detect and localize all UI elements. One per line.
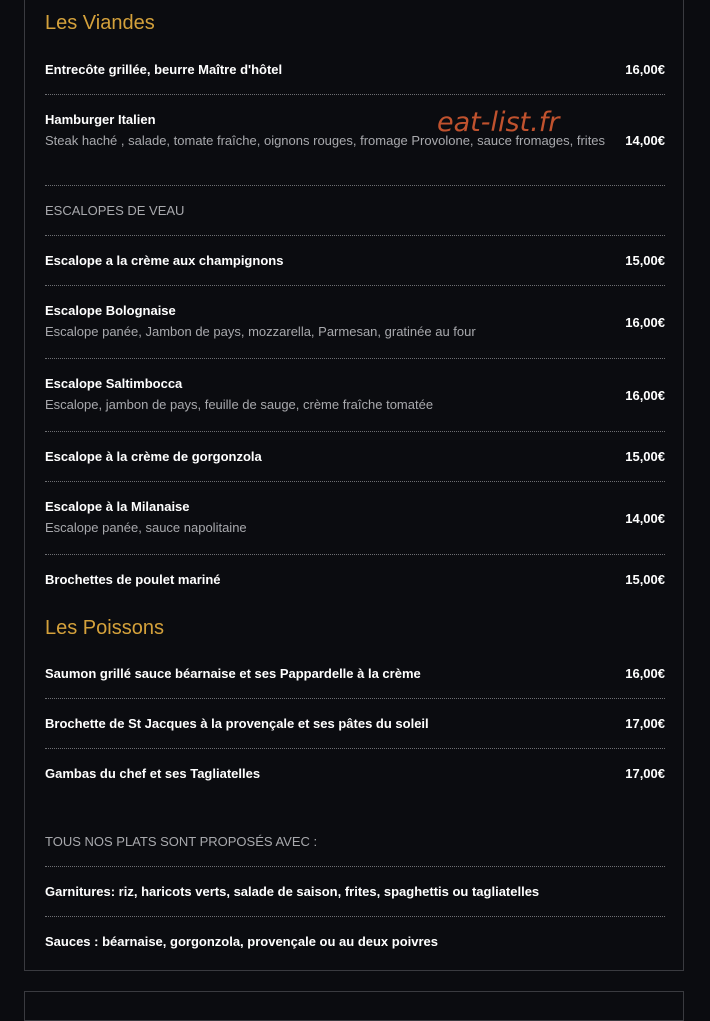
separator — [45, 94, 665, 95]
section-title-poissons: Les Poissons — [45, 617, 164, 639]
accompagnements-heading: TOUS NOS PLATS SONT PROPOSÉS AVEC : — [45, 834, 318, 849]
item-name: Escalope a la crème aux champignons — [45, 253, 284, 268]
next-panel — [24, 991, 684, 1021]
separator — [45, 481, 665, 482]
separator — [45, 235, 665, 236]
section-title-viandes: Les Viandes — [45, 12, 155, 34]
separator — [45, 698, 665, 699]
menu-item — [45, 499, 665, 537]
item-name: Escalope à la crème de gorgonzola — [45, 449, 262, 464]
separator — [45, 358, 665, 359]
menu-item — [45, 449, 665, 464]
item-price: 17,00€ — [625, 716, 665, 731]
watermark: eat-list.fr — [437, 107, 560, 138]
item-price: 15,00€ — [625, 449, 665, 464]
menu-item — [45, 716, 665, 731]
sauces-note: Sauces : béarnaise, gorgonzola, provençale ou au deux poivres — [45, 934, 439, 949]
garnitures-note: Garnitures: riz, haricots verts, salade de saison, frites, spaghettis ou tagliatelles — [45, 884, 540, 899]
menu-item — [45, 62, 665, 77]
item-description: Escalope, jambon de pays, feuille de sauge, crème fraîche tomatée — [45, 397, 434, 412]
separator — [45, 866, 665, 867]
separator — [45, 748, 665, 749]
escalopes-heading: ESCALOPES DE VEAU — [45, 203, 185, 218]
item-name: Saumon grillé sauce béarnaise et ses Pappardelle à la crème — [45, 666, 421, 681]
item-name: Gambas du chef et ses Tagliatelles — [45, 766, 261, 781]
menu-item — [45, 253, 665, 268]
item-price: 16,00€ — [625, 62, 665, 77]
item-price: 14,00€ — [625, 511, 665, 526]
item-description: Steak haché , salade, tomate fraîche, oignons rouges, fromage Provolone, sauce fromages, frites — [45, 133, 606, 148]
menu-item — [45, 572, 665, 587]
menu-item — [45, 112, 665, 150]
item-name: Brochette de St Jacques à la provençale et ses pâtes du soleil — [45, 716, 429, 731]
item-price: 17,00€ — [625, 766, 665, 781]
item-name: Entrecôte grillée, beurre Maître d'hôtel — [45, 62, 283, 77]
menu-item — [45, 303, 665, 341]
item-name: Escalope à la Milanaise — [45, 499, 190, 514]
item-price: 15,00€ — [625, 253, 665, 268]
item-price: 16,00€ — [625, 666, 665, 681]
item-name: Brochettes de poulet mariné — [45, 572, 221, 587]
separator — [45, 185, 665, 186]
item-price: 16,00€ — [625, 315, 665, 330]
menu-item — [45, 666, 665, 681]
menu-item — [45, 376, 665, 414]
item-price: 14,00€ — [625, 133, 665, 148]
item-name: Escalope Saltimbocca — [45, 376, 183, 391]
item-description: Escalope panée, sauce napolitaine — [45, 520, 247, 535]
item-name: Escalope Bolognaise — [45, 303, 176, 318]
item-description: Escalope panée, Jambon de pays, mozzarella, Parmesan, gratinée au four — [45, 324, 476, 339]
separator — [45, 285, 665, 286]
separator — [45, 916, 665, 917]
item-price: 16,00€ — [625, 388, 665, 403]
item-price: 15,00€ — [625, 572, 665, 587]
item-name: Hamburger Italien — [45, 112, 156, 127]
separator — [45, 431, 665, 432]
separator — [45, 554, 665, 555]
menu-item — [45, 766, 665, 781]
